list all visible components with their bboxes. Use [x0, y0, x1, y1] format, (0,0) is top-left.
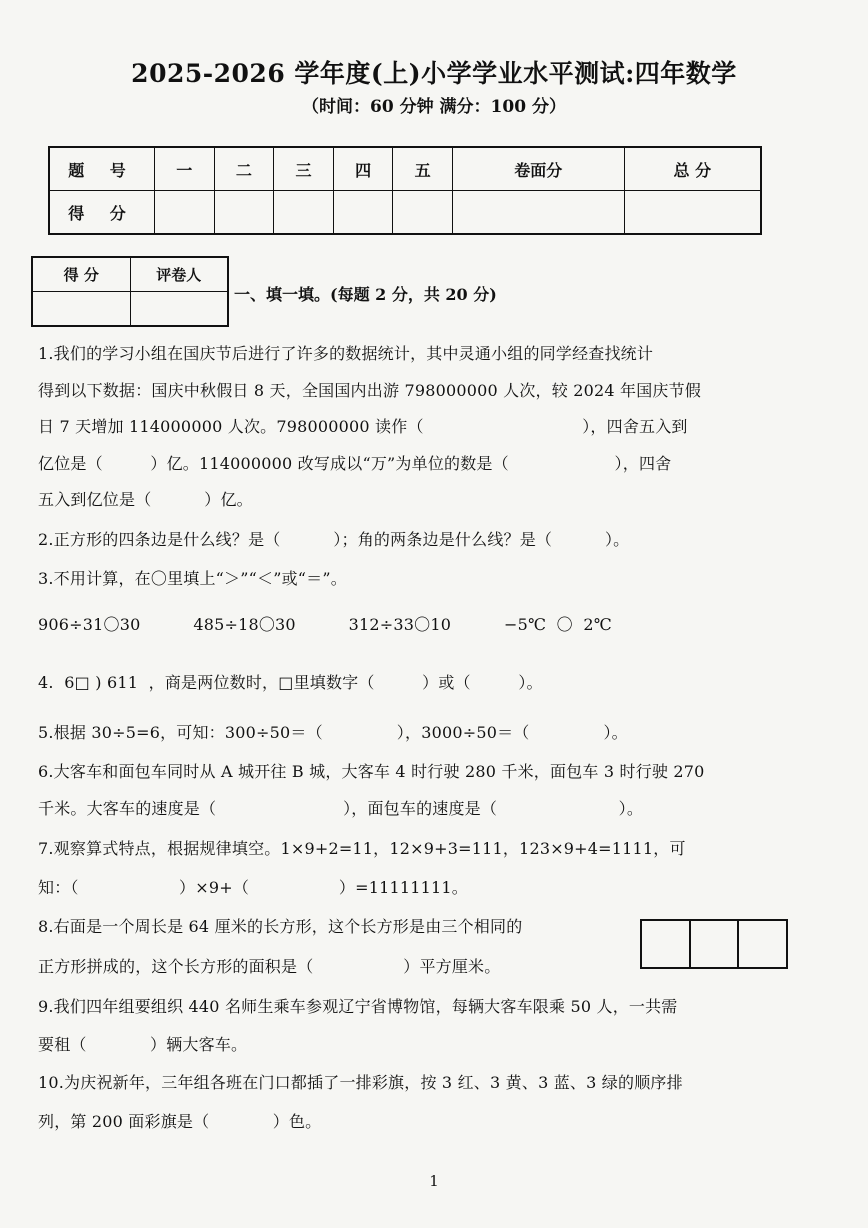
question-line: 正方形拼成的，这个长方形的面积是（ ）平方厘米。 — [38, 957, 501, 976]
square-1 — [642, 921, 691, 967]
question-line: 亿位是（ ）亿。114000000 改写成以“万”为单位的数是（ ），四舍 — [38, 454, 672, 473]
score-blank[interactable] — [155, 191, 215, 235]
question-line: 6.大客车和面包车同时从 A 城开往 B 城，大客车 4 时行驶 280 千米，面包车 3 时行驶 270 — [38, 762, 705, 781]
score-table — [48, 146, 762, 235]
score-table-header-row — [49, 147, 761, 191]
grader-value-row — [32, 292, 228, 327]
score-blank[interactable] — [452, 191, 624, 235]
question-line: 千米。大客车的速度是（ ），面包车的速度是（ ）。 — [38, 799, 644, 818]
question-line: 2.正方形的四条边是什么线？是（ ）；角的两条边是什么线？是（ ）。 — [38, 530, 630, 549]
question-line: 5.根据 30÷5=6，可知：300÷50＝（ ），3000÷50＝（ ）。 — [38, 723, 628, 742]
score-cell-total: 总 分 — [624, 147, 761, 191]
page-subtitle: （时间：60 分钟 满分：100 分） — [302, 97, 566, 117]
section-heading: 一、填一填。(每题 2 分，共 20 分) — [234, 285, 497, 304]
question-line: 五入到亿位是（ ）亿。 — [38, 490, 253, 509]
rectangle-figure — [640, 919, 788, 969]
score-cell-neatness: 卷面分 — [452, 147, 624, 191]
score-blank[interactable] — [333, 191, 393, 235]
comparison-line: 906÷31〇30 485÷18〇30 312÷33〇10 −5℃ 〇 2℃ — [38, 615, 612, 634]
question-line: 9.我们四年组要组织 440 名师生乘车参观辽宁省博物馆，每辆大客车限乘 50 人，一共需 — [38, 997, 678, 1016]
grader-score-header: 得 分 — [32, 257, 130, 292]
question-line: 8.右面是一个周长是 64 厘米的长方形，这个长方形是由三个相同的 — [38, 917, 523, 936]
grader-name-header: 评卷人 — [130, 257, 228, 292]
question-line: 10.为庆祝新年，三年组各班在门口都插了一排彩旗，按 3 红、3 黄、3 蓝、3 绿的顺序排 — [38, 1073, 683, 1092]
score-cell-q2: 二 — [214, 147, 274, 191]
question-line: 1.我们的学习小组在国庆节后进行了许多的数据统计，其中灵通小组的同学经查找统计 — [38, 344, 654, 363]
score-cell-q5: 五 — [393, 147, 453, 191]
square-3 — [739, 921, 786, 967]
score-cell-q4: 四 — [333, 147, 393, 191]
question-line: 7.观察算式特点，根据规律填空。1×9+2=11，12×9+3=111，123×9+4=1111，可 — [38, 839, 686, 858]
score-table-value-row — [49, 191, 761, 235]
grader-table — [31, 256, 229, 327]
question-line: 要租（ ）辆大客车。 — [38, 1035, 248, 1054]
score-cell-label: 题 号 — [49, 147, 155, 191]
page-title: 2025-2026 学年度(上)小学学业水平测试:四年数学 — [131, 59, 737, 88]
question-line: 知：（ ）×9+（ ）=11111111。 — [38, 878, 468, 897]
square-2 — [691, 921, 740, 967]
question-line: 得到以下数据：国庆中秋假日 8 天，全国国内出游 798000000 人次，较 2024 年国庆节假 — [38, 381, 702, 400]
grader-score-blank[interactable] — [32, 292, 130, 327]
score-blank[interactable] — [274, 191, 334, 235]
score-blank[interactable] — [624, 191, 761, 235]
question-line: 列，第 200 面彩旗是（ ）色。 — [38, 1112, 322, 1131]
question-line: 3.不用计算，在〇里填上“＞”“＜”或“＝”。 — [38, 569, 347, 588]
score-row-label: 得 分 — [49, 191, 155, 235]
score-cell-q1: 一 — [155, 147, 215, 191]
grader-header-row — [32, 257, 228, 292]
score-blank[interactable] — [214, 191, 274, 235]
grader-name-blank[interactable] — [130, 292, 228, 327]
page-number: 1 — [429, 1172, 439, 1190]
score-blank[interactable] — [393, 191, 453, 235]
question-line: 日 7 天增加 114000000 人次。798000000 读作（ ），四舍五入到 — [38, 417, 688, 436]
question-line: 4. 6□ ) 611 ，商是两位数时，□里填数字（ ）或（ ）。 — [38, 673, 543, 692]
score-cell-q3: 三 — [274, 147, 334, 191]
